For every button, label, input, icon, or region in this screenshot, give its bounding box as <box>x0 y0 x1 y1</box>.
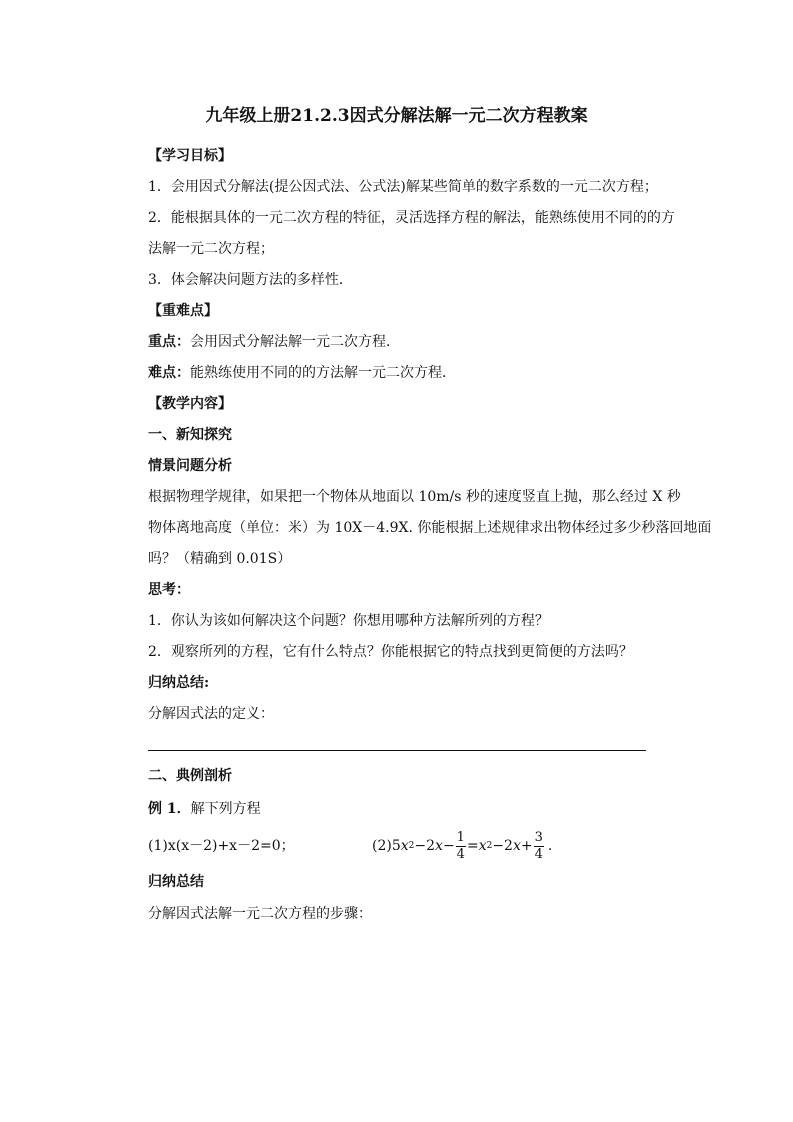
objective-item-1: 1．会用因式分解法(提公因式法、公式法)解某些简单的数字系数的一元二次方程； <box>148 179 658 195</box>
eq2-term-1: −2 <box>414 838 436 854</box>
equation-2: (2)5 x 2 −2 x − $\frac{1}{4}$ = x 2 −2 x + $\frac{3}{4}$ . <box>372 829 553 862</box>
eq2-term-2: −2 <box>492 838 513 854</box>
eq2-frac2-num: 3 <box>534 829 543 845</box>
think-question-1: 1．你认为该如何解决这个问题？你想用哪种方法解所列的方程？ <box>148 613 549 629</box>
eq2-frac2-den: 4 <box>534 846 543 862</box>
eq2-plus: + <box>520 838 533 854</box>
summary-heading-1: 归纳总结: <box>148 675 210 691</box>
objective-item-3: 3．体会解决问题方法的多样性． <box>148 272 353 288</box>
eq2-fraction-2 <box>534 831 544 862</box>
definition-prompt: 分解因式法的定义： <box>148 706 274 722</box>
key-points-heading: 【重难点】 <box>148 303 218 319</box>
eq2-equals: = <box>466 838 479 854</box>
eq2-var-b: x <box>435 838 443 854</box>
page-title: 九年级上册21.2.3因式分解法解一元二次方程教案 <box>205 106 588 126</box>
difficulty-label: 难点： <box>148 365 190 381</box>
example-1 <box>148 799 261 819</box>
scenario-heading: 情景问题分析 <box>148 458 232 474</box>
scenario-text-line-2: 物体离地高度（单位：米）为 10X－4.9X. 你能根据上述规律求出物体经过多少秒落回地面 <box>148 520 712 536</box>
objective-item-2-line-2: 法解一元二次方程； <box>148 241 274 257</box>
focus-text: 会用因式分解法解一元二次方程． <box>190 334 400 350</box>
eq2-var-c: x <box>478 838 487 854</box>
eq2-frac1-num: 1 <box>456 829 465 845</box>
think-question-2: 2．观察所列的方程，它有什么特点？你能根据它的特点找到更简便的方法吗？ <box>148 644 633 660</box>
eq2-fraction-1 <box>456 831 466 862</box>
scenario-text-line-1: 根据物理学规律，如果把一个物体从地面以 10m/s 秒的速度竖直上抛，那么经过 X 秒 <box>148 489 681 505</box>
objectives-heading: 【学习目标】 <box>148 148 232 164</box>
eq2-frac1-den: 4 <box>456 846 465 862</box>
eq2-var-d: x <box>512 838 521 854</box>
example-1-text: 解下列方程 <box>190 801 261 817</box>
difficulty-point <box>148 363 456 383</box>
steps-prompt: 分解因式法解一元二次方程的步骤： <box>148 906 372 922</box>
section-1-heading: 一、新知探究 <box>148 427 232 443</box>
eq2-var-a: x <box>400 838 409 854</box>
eq2-prefix: (2)5 <box>372 838 401 854</box>
focus-label: 重点： <box>148 334 190 350</box>
eq2-end: . <box>547 838 553 854</box>
answer-blank-line <box>148 750 646 751</box>
example-1-label: 例 1． <box>148 801 191 817</box>
think-heading: 思考： <box>148 582 190 598</box>
equation-1: (1)x(x－2)+x－2=0； <box>148 838 295 854</box>
section-2-heading: 二、典例剖析 <box>148 768 232 784</box>
scenario-text-line-3: 吗？（精确到 0.01S） <box>148 551 292 567</box>
focus-point <box>148 332 400 352</box>
summary-heading-2: 归纳总结 <box>148 874 204 890</box>
content-heading: 【教学内容】 <box>148 396 232 412</box>
objective-item-2-line-1: 2．能根据具体的一元二次方程的特征，灵活选择方程的解法，能熟练使用不同的的方 <box>148 210 675 226</box>
difficulty-text: 能熟练使用不同的的方法解一元二次方程． <box>190 365 456 381</box>
